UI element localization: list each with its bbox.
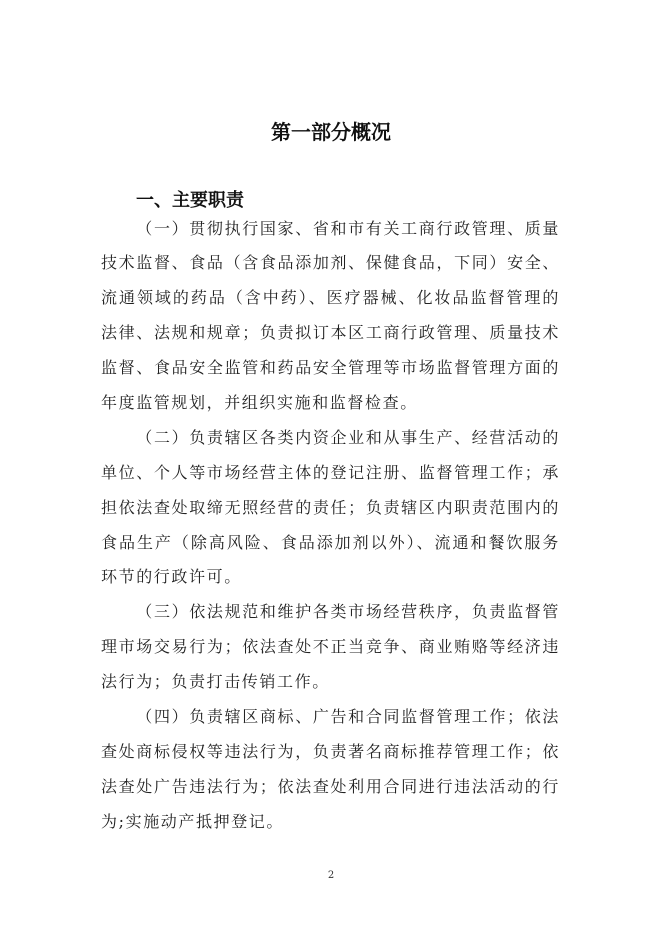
body-text	[101, 212, 560, 840]
text-line: 法查处广告违法行为；依法查处利用合同进行违法活动的行	[101, 776, 560, 796]
paragraph-1	[101, 212, 560, 421]
text-line: 年度监管规划，并组织实施和监督检查。	[101, 392, 418, 412]
text-line: 法行为；负责打击传销工作。	[101, 672, 330, 692]
text-line: 监督、食品安全监管和药品安全管理等市场监督管理方面的	[101, 358, 560, 378]
text-line: （二）负责辖区各类内资企业和从事生产、经营活动的	[136, 427, 560, 447]
text-line: 担依法查处取缔无照经营的责任；负责辖区内职责范围内的	[101, 497, 560, 517]
text-line: （四）负责辖区商标、广告和合同监督管理工作；依法	[136, 706, 560, 726]
text-line: 流通领域的药品（含中药）、医疗器械、化妆品监督管理的	[101, 288, 560, 308]
text-line: 技术监督、食品（含食品添加剂、保健食品，下同）安全、	[101, 253, 560, 273]
page-title: 第一部分概况	[271, 120, 391, 144]
text-line: 食品生产（除高风险、食品添加剂以外）、流通和餐饮服务	[101, 532, 560, 552]
paragraph-3	[101, 595, 560, 700]
text-line: 环节的行政许可。	[101, 567, 242, 587]
text-line: （一）贯彻执行国家、省和市有关工商行政管理、质量	[136, 218, 560, 238]
text-line: 为;实施动产抵押登记。	[101, 811, 284, 831]
text-line: 法律、法规和规章；负责拟订本区工商行政管理、质量技术	[101, 323, 560, 343]
paragraph-4	[101, 700, 560, 840]
text-line: 单位、个人等市场经营主体的登记注册、监督管理工作；承	[101, 462, 560, 482]
section-heading: 一、主要职责	[136, 190, 244, 211]
paragraph-2	[101, 421, 560, 595]
page-number: 2	[327, 870, 335, 881]
text-line: （三）依法规范和维护各类市场经营秩序，负责监督管	[136, 602, 560, 622]
text-line: 查处商标侵权等违法行为，负责著名商标推荐管理工作；依	[101, 741, 560, 761]
text-line: 理市场交易行为；依法查处不正当竞争、商业贿赂等经济违	[101, 637, 560, 657]
